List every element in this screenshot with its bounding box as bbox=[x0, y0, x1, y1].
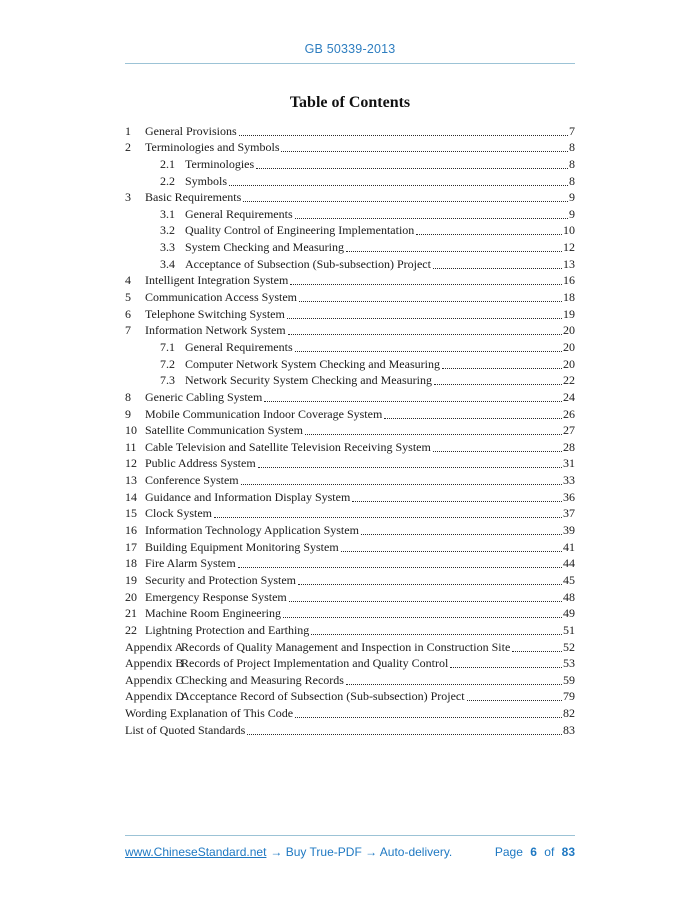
toc-entry-label: Wording Explanation of This Code bbox=[125, 706, 294, 721]
toc-entry-number: 8 bbox=[125, 389, 131, 404]
toc-entry-label: Records of Project Implementation and Quality Control bbox=[181, 656, 449, 671]
toc-entry-number: 3.3 bbox=[160, 240, 175, 255]
toc-entry-label: Computer Network System Checking and Measuring bbox=[185, 356, 440, 371]
footer bbox=[125, 845, 575, 859]
toc-leader-dots bbox=[450, 667, 562, 668]
toc-entry bbox=[125, 189, 575, 206]
toc-entry bbox=[125, 471, 575, 488]
toc-entry-label: Checking and Measuring Records bbox=[181, 672, 344, 687]
toc-entry-page: 82 bbox=[563, 706, 575, 721]
toc-entry-number: 21 bbox=[125, 606, 137, 621]
toc-entry-number: 19 bbox=[125, 572, 137, 587]
toc-entry bbox=[125, 605, 575, 622]
toc-leader-dots bbox=[311, 634, 562, 635]
toc-entry-label: Network Security System Checking and Measuring bbox=[185, 373, 432, 388]
toc-entry-number: 7.2 bbox=[160, 356, 175, 371]
toc-leader-dots bbox=[341, 551, 562, 552]
toc-entry bbox=[125, 338, 575, 355]
toc-entry-page: 10 bbox=[563, 223, 575, 238]
toc-entry-label: Generic Cabling System bbox=[145, 389, 263, 404]
toc-entry-number: 7.3 bbox=[160, 373, 175, 388]
toc-entry-number: 7.1 bbox=[160, 339, 175, 354]
toc-entry-page: 7 bbox=[569, 123, 575, 138]
toc-entry bbox=[125, 422, 575, 439]
toc-leader-dots bbox=[416, 234, 562, 235]
toc-entry-number: 10 bbox=[125, 423, 137, 438]
toc-leader-dots bbox=[346, 684, 562, 685]
toc-entry-page: 12 bbox=[563, 240, 575, 255]
toc-entry-page: 49 bbox=[563, 606, 575, 621]
toc-entry bbox=[125, 255, 575, 272]
toc-entry-page: 28 bbox=[563, 439, 575, 454]
toc-entry-number: 4 bbox=[125, 273, 131, 288]
toc-entry-label: Clock System bbox=[145, 506, 213, 521]
toc-entry bbox=[125, 139, 575, 156]
toc-entry-page: 39 bbox=[563, 523, 575, 538]
toc-entry-page: 9 bbox=[569, 190, 575, 205]
toc-entry-label: Conference System bbox=[145, 473, 239, 488]
toc-entry-number: Appendix D bbox=[125, 689, 184, 704]
page-current-number: 6 bbox=[530, 845, 537, 859]
toc-entry-label: Information Technology Application System bbox=[145, 523, 359, 538]
toc-leader-dots bbox=[288, 334, 562, 335]
toc-entry bbox=[125, 355, 575, 372]
toc-entry-label: Fire Alarm System bbox=[145, 556, 236, 571]
toc-entry bbox=[125, 272, 575, 289]
toc-entry-label: System Checking and Measuring bbox=[185, 240, 344, 255]
toc-entry bbox=[125, 488, 575, 505]
toc-entry-page: 83 bbox=[563, 722, 575, 737]
toc-entry bbox=[125, 688, 575, 705]
toc-entry-page: 20 bbox=[563, 339, 575, 354]
toc-entry-label: Lightning Protection and Earthing bbox=[145, 622, 310, 637]
toc-entry bbox=[125, 638, 575, 655]
toc-entry-page: 37 bbox=[563, 506, 575, 521]
toc-entry-label: Information Network System bbox=[145, 323, 286, 338]
toc-entry-number: 3 bbox=[125, 190, 131, 205]
toc-entry-label: Records of Quality Management and Inspection in Construction Site bbox=[181, 639, 511, 654]
toc-leader-dots bbox=[346, 251, 562, 252]
toc-entry bbox=[125, 405, 575, 422]
toc-entry-number: 13 bbox=[125, 473, 137, 488]
toc-entry-page: 79 bbox=[563, 689, 575, 704]
toc-entry-label: Satellite Communication System bbox=[145, 423, 303, 438]
toc-leader-dots bbox=[243, 201, 568, 202]
toc-entry-number: 15 bbox=[125, 506, 137, 521]
toc-leader-dots bbox=[238, 567, 562, 568]
toc-entry-number: 9 bbox=[125, 406, 131, 421]
toc-entry-number: 22 bbox=[125, 622, 137, 637]
toc-entry bbox=[125, 438, 575, 455]
toc-entry-page: 13 bbox=[563, 256, 575, 271]
toc-leader-dots bbox=[361, 534, 562, 535]
toc-leader-dots bbox=[299, 301, 562, 302]
store-link[interactable]: www.ChineseStandard.net bbox=[125, 845, 267, 859]
toc-entry-page: 20 bbox=[563, 323, 575, 338]
toc-entry-number: 11 bbox=[125, 439, 137, 454]
toc-entry bbox=[125, 621, 575, 638]
toc-entry-label: Quality Control of Engineering Implementation bbox=[185, 223, 415, 238]
toc-entry bbox=[125, 655, 575, 672]
toc-entry-number: 20 bbox=[125, 589, 137, 604]
toc-leader-dots bbox=[384, 418, 562, 419]
toc-entry-label: Guidance and Information Display System bbox=[145, 489, 351, 504]
toc-entry bbox=[125, 322, 575, 339]
toc-leader-dots bbox=[239, 135, 568, 136]
toc-entry-number: 2.1 bbox=[160, 156, 175, 171]
toc-leader-dots bbox=[295, 351, 562, 352]
toc-entry-page: 19 bbox=[563, 306, 575, 321]
toc-entry-label: Basic Requirements bbox=[145, 190, 242, 205]
toc-leader-dots bbox=[281, 151, 568, 152]
toc-entry bbox=[125, 288, 575, 305]
toc-entry bbox=[125, 671, 575, 688]
toc-entry-page: 18 bbox=[563, 290, 575, 305]
toc-entry-number: 7 bbox=[125, 323, 131, 338]
toc-entry-page: 22 bbox=[563, 373, 575, 388]
toc-entry bbox=[125, 521, 575, 538]
toc-entry-label: Terminologies and Symbols bbox=[145, 140, 280, 155]
toc-leader-dots bbox=[442, 368, 562, 369]
toc-entry-label: Public Address System bbox=[145, 456, 256, 471]
toc-entry-number: 12 bbox=[125, 456, 137, 471]
toc-entry bbox=[125, 305, 575, 322]
toc-entry-number: 3.2 bbox=[160, 223, 175, 238]
toc-entry-label: Symbols bbox=[185, 173, 228, 188]
toc-leader-dots bbox=[298, 584, 562, 585]
page-label: Page bbox=[494, 845, 523, 859]
toc-entry-label: Telephone Switching System bbox=[145, 306, 285, 321]
footer-tagline: → Buy True-PDF → Auto-delivery. bbox=[270, 845, 453, 859]
toc-entry-label: Mobile Communication Indoor Coverage System bbox=[145, 406, 383, 421]
toc-entry-label: Building Equipment Monitoring System bbox=[145, 539, 339, 554]
toc-entry-number: 17 bbox=[125, 539, 137, 554]
toc-entry-label: Emergency Response System bbox=[145, 589, 287, 604]
toc-entry-page: 26 bbox=[563, 406, 575, 421]
toc-entry-label: Communication Access System bbox=[145, 290, 297, 305]
page-title: Table of Contents bbox=[289, 94, 411, 111]
toc-list bbox=[125, 122, 575, 738]
toc-entry-number: 14 bbox=[125, 489, 137, 504]
toc-entry-page: 48 bbox=[563, 589, 575, 604]
toc-leader-dots bbox=[290, 284, 562, 285]
toc-entry-label: General Requirements bbox=[185, 206, 293, 221]
toc-entry bbox=[125, 238, 575, 255]
toc-leader-dots bbox=[305, 434, 562, 435]
toc-entry-label: Cable Television and Satellite Television Receiving System bbox=[145, 439, 431, 454]
toc-entry-page: 59 bbox=[563, 672, 575, 687]
footer-store-line bbox=[125, 845, 452, 859]
toc-entry-page: 8 bbox=[569, 140, 575, 155]
toc-entry-number: Appendix A bbox=[125, 639, 184, 654]
toc-leader-dots bbox=[264, 401, 562, 402]
toc-entry-number: 2.2 bbox=[160, 173, 175, 188]
toc-entry-page: 8 bbox=[569, 156, 575, 171]
toc-entry-page: 41 bbox=[563, 539, 575, 554]
toc-entry-number: 16 bbox=[125, 523, 137, 538]
header-doc-code: GB 50339-2013 bbox=[304, 42, 396, 56]
toc-entry-page: 36 bbox=[563, 489, 575, 504]
toc-entry-number: 3.4 bbox=[160, 256, 175, 271]
toc-entry-page: 52 bbox=[563, 639, 575, 654]
toc-entry-page: 9 bbox=[569, 206, 575, 221]
toc-entry-page: 27 bbox=[563, 423, 575, 438]
toc-entry-label: Acceptance Record of Subsection (Sub-subsection) Project bbox=[181, 689, 465, 704]
toc-entry-number: 18 bbox=[125, 556, 137, 571]
toc-leader-dots bbox=[512, 651, 562, 652]
toc-leader-dots bbox=[256, 168, 568, 169]
toc-entry-label: List of Quoted Standards bbox=[125, 722, 246, 737]
toc-leader-dots bbox=[295, 717, 562, 718]
toc-entry-page: 24 bbox=[563, 389, 575, 404]
toc-entry-page: 33 bbox=[563, 473, 575, 488]
toc-leader-dots bbox=[433, 268, 562, 269]
toc-leader-dots bbox=[214, 517, 562, 518]
toc-entry-number: 2 bbox=[125, 140, 131, 155]
toc-entry-label: General Requirements bbox=[185, 339, 293, 354]
toc-leader-dots bbox=[287, 318, 562, 319]
toc-leader-dots bbox=[289, 601, 562, 602]
toc-entry bbox=[125, 388, 575, 405]
toc-leader-dots bbox=[241, 484, 562, 485]
toc-entry bbox=[125, 372, 575, 389]
toc-leader-dots bbox=[434, 384, 562, 385]
toc-leader-dots bbox=[258, 467, 562, 468]
toc-entry bbox=[125, 172, 575, 189]
toc-entry-number: Appendix C bbox=[125, 672, 184, 687]
footer-rule bbox=[125, 835, 575, 836]
toc-entry bbox=[125, 222, 575, 239]
toc-entry-page: 51 bbox=[563, 622, 575, 637]
toc-entry-number: 1 bbox=[125, 123, 131, 138]
toc-entry-label: Acceptance of Subsection (Sub-subsection) Project bbox=[185, 256, 431, 271]
toc-entry bbox=[125, 721, 575, 738]
toc-leader-dots bbox=[295, 218, 568, 219]
toc-entry-number: 6 bbox=[125, 306, 131, 321]
toc-entry-page: 31 bbox=[563, 456, 575, 471]
toc-leader-dots bbox=[283, 617, 562, 618]
toc-entry bbox=[125, 505, 575, 522]
toc-entry-number: 3.1 bbox=[160, 206, 175, 221]
toc-entry bbox=[125, 455, 575, 472]
toc-leader-dots bbox=[433, 451, 562, 452]
toc-entry bbox=[125, 155, 575, 172]
toc-entry-number: Appendix B bbox=[125, 656, 184, 671]
toc-entry-number: 5 bbox=[125, 290, 131, 305]
toc-leader-dots bbox=[352, 501, 562, 502]
toc-leader-dots bbox=[229, 185, 568, 186]
toc-entry bbox=[125, 555, 575, 572]
toc-entry-label: Security and Protection System bbox=[145, 572, 296, 587]
toc-entry-label: Machine Room Engineering bbox=[145, 606, 281, 621]
toc-entry-page: 8 bbox=[569, 173, 575, 188]
toc-entry-page: 53 bbox=[563, 656, 575, 671]
toc-leader-dots bbox=[467, 700, 562, 701]
toc-entry-label: General Provisions bbox=[145, 123, 237, 138]
toc-leader-dots bbox=[247, 734, 562, 735]
toc-entry bbox=[125, 122, 575, 139]
toc-entry-page: 20 bbox=[563, 356, 575, 371]
toc-entry bbox=[125, 588, 575, 605]
header-rule bbox=[125, 63, 575, 64]
toc-entry bbox=[125, 205, 575, 222]
page-of-label: of bbox=[544, 845, 555, 859]
toc-entry-page: 16 bbox=[563, 273, 575, 288]
footer-page-indicator bbox=[495, 845, 575, 859]
toc-entry-page: 44 bbox=[563, 556, 575, 571]
page-total-number: 83 bbox=[561, 845, 575, 859]
toc-entry bbox=[125, 538, 575, 555]
toc-entry-label: Terminologies bbox=[185, 156, 255, 171]
toc-entry-label: Intelligent Integration System bbox=[145, 273, 289, 288]
toc-entry bbox=[125, 704, 575, 721]
toc-entry-page: 45 bbox=[563, 572, 575, 587]
toc-entry bbox=[125, 571, 575, 588]
